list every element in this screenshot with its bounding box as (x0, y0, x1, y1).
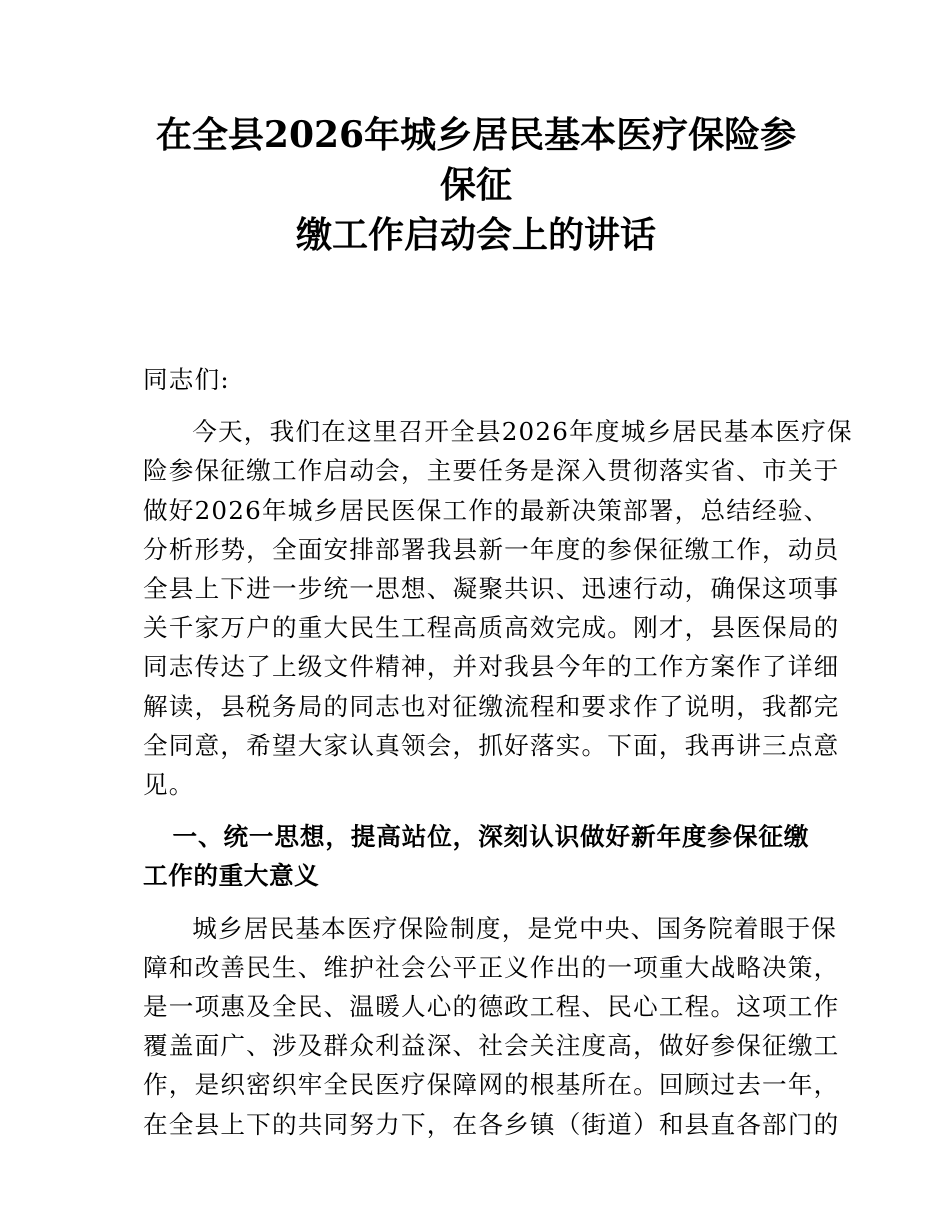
paragraph-section-1 (143, 909, 840, 1144)
paragraph-line: 在全县上下的共同努力下，在各乡镇（街道）和县直各部门的 (143, 1109, 840, 1139)
paragraph-line: 险参保征缴工作启动会，主要任务是深入贯彻落实省、市关于 (143, 456, 840, 486)
document-title (143, 110, 809, 260)
title-line-2: 缴工作启动会上的讲话 (295, 214, 656, 256)
paragraph-line: 做好2026年城乡居民医保工作的最新决策部署，总结经验、 (143, 495, 830, 525)
paragraph-line: 同志传达了上级文件精神，并对我县今年的工作方案作了详细 (143, 652, 840, 682)
paragraph-line: 分析形势，全面安排部署我县新一年度的参保征缴工作，动员 (143, 534, 840, 564)
paragraph-line: 是一项惠及全民、温暖人心的德政工程、民心工程。这项工作 (143, 992, 840, 1022)
paragraph-line: 今天，我们在这里召开全县2026年度城乡居民基本医疗保 (192, 417, 853, 447)
heading-line: 一、统一思想，提高站位，深刻认识做好新年度参保征缴 (172, 822, 809, 852)
paragraph-line: 全同意，希望大家认真领会，抓好落实。下面，我再讲三点意 (143, 730, 840, 760)
paragraph-line: 作，是织密织牢全民医疗保障网的根基所在。回顾过去一年， (143, 1070, 840, 1100)
title-line-1: 在全县2026年城乡居民基本医疗保险参保征 (155, 114, 797, 206)
paragraph-line: 城乡居民基本医疗保险制度，是党中央、国务院着眼于保 (192, 913, 838, 943)
paragraph-line: 覆盖面广、涉及群众利益深、社会关注度高，做好参保征缴工 (143, 1031, 840, 1061)
section-heading-1 (143, 817, 809, 895)
paragraph-intro (143, 412, 853, 804)
document-body (143, 110, 853, 1144)
paragraph-line: 关千家万户的重大民生工程高质高效完成。刚才，县医保局的 (143, 613, 840, 643)
paragraph-line: 见。 (143, 770, 195, 800)
heading-line: 工作的重大意义 (143, 861, 320, 891)
paragraph-line: 解读，县税务局的同志也对征缴流程和要求作了说明，我都完 (143, 691, 840, 721)
paragraph-line: 障和改善民生、维护社会公平正义作出的一项重大战略决策， (143, 952, 840, 982)
paragraph-line: 全县上下进一步统一思想、凝聚共识、迅速行动，确保这项事 (143, 574, 840, 604)
salutation: 同志们: (143, 365, 230, 394)
